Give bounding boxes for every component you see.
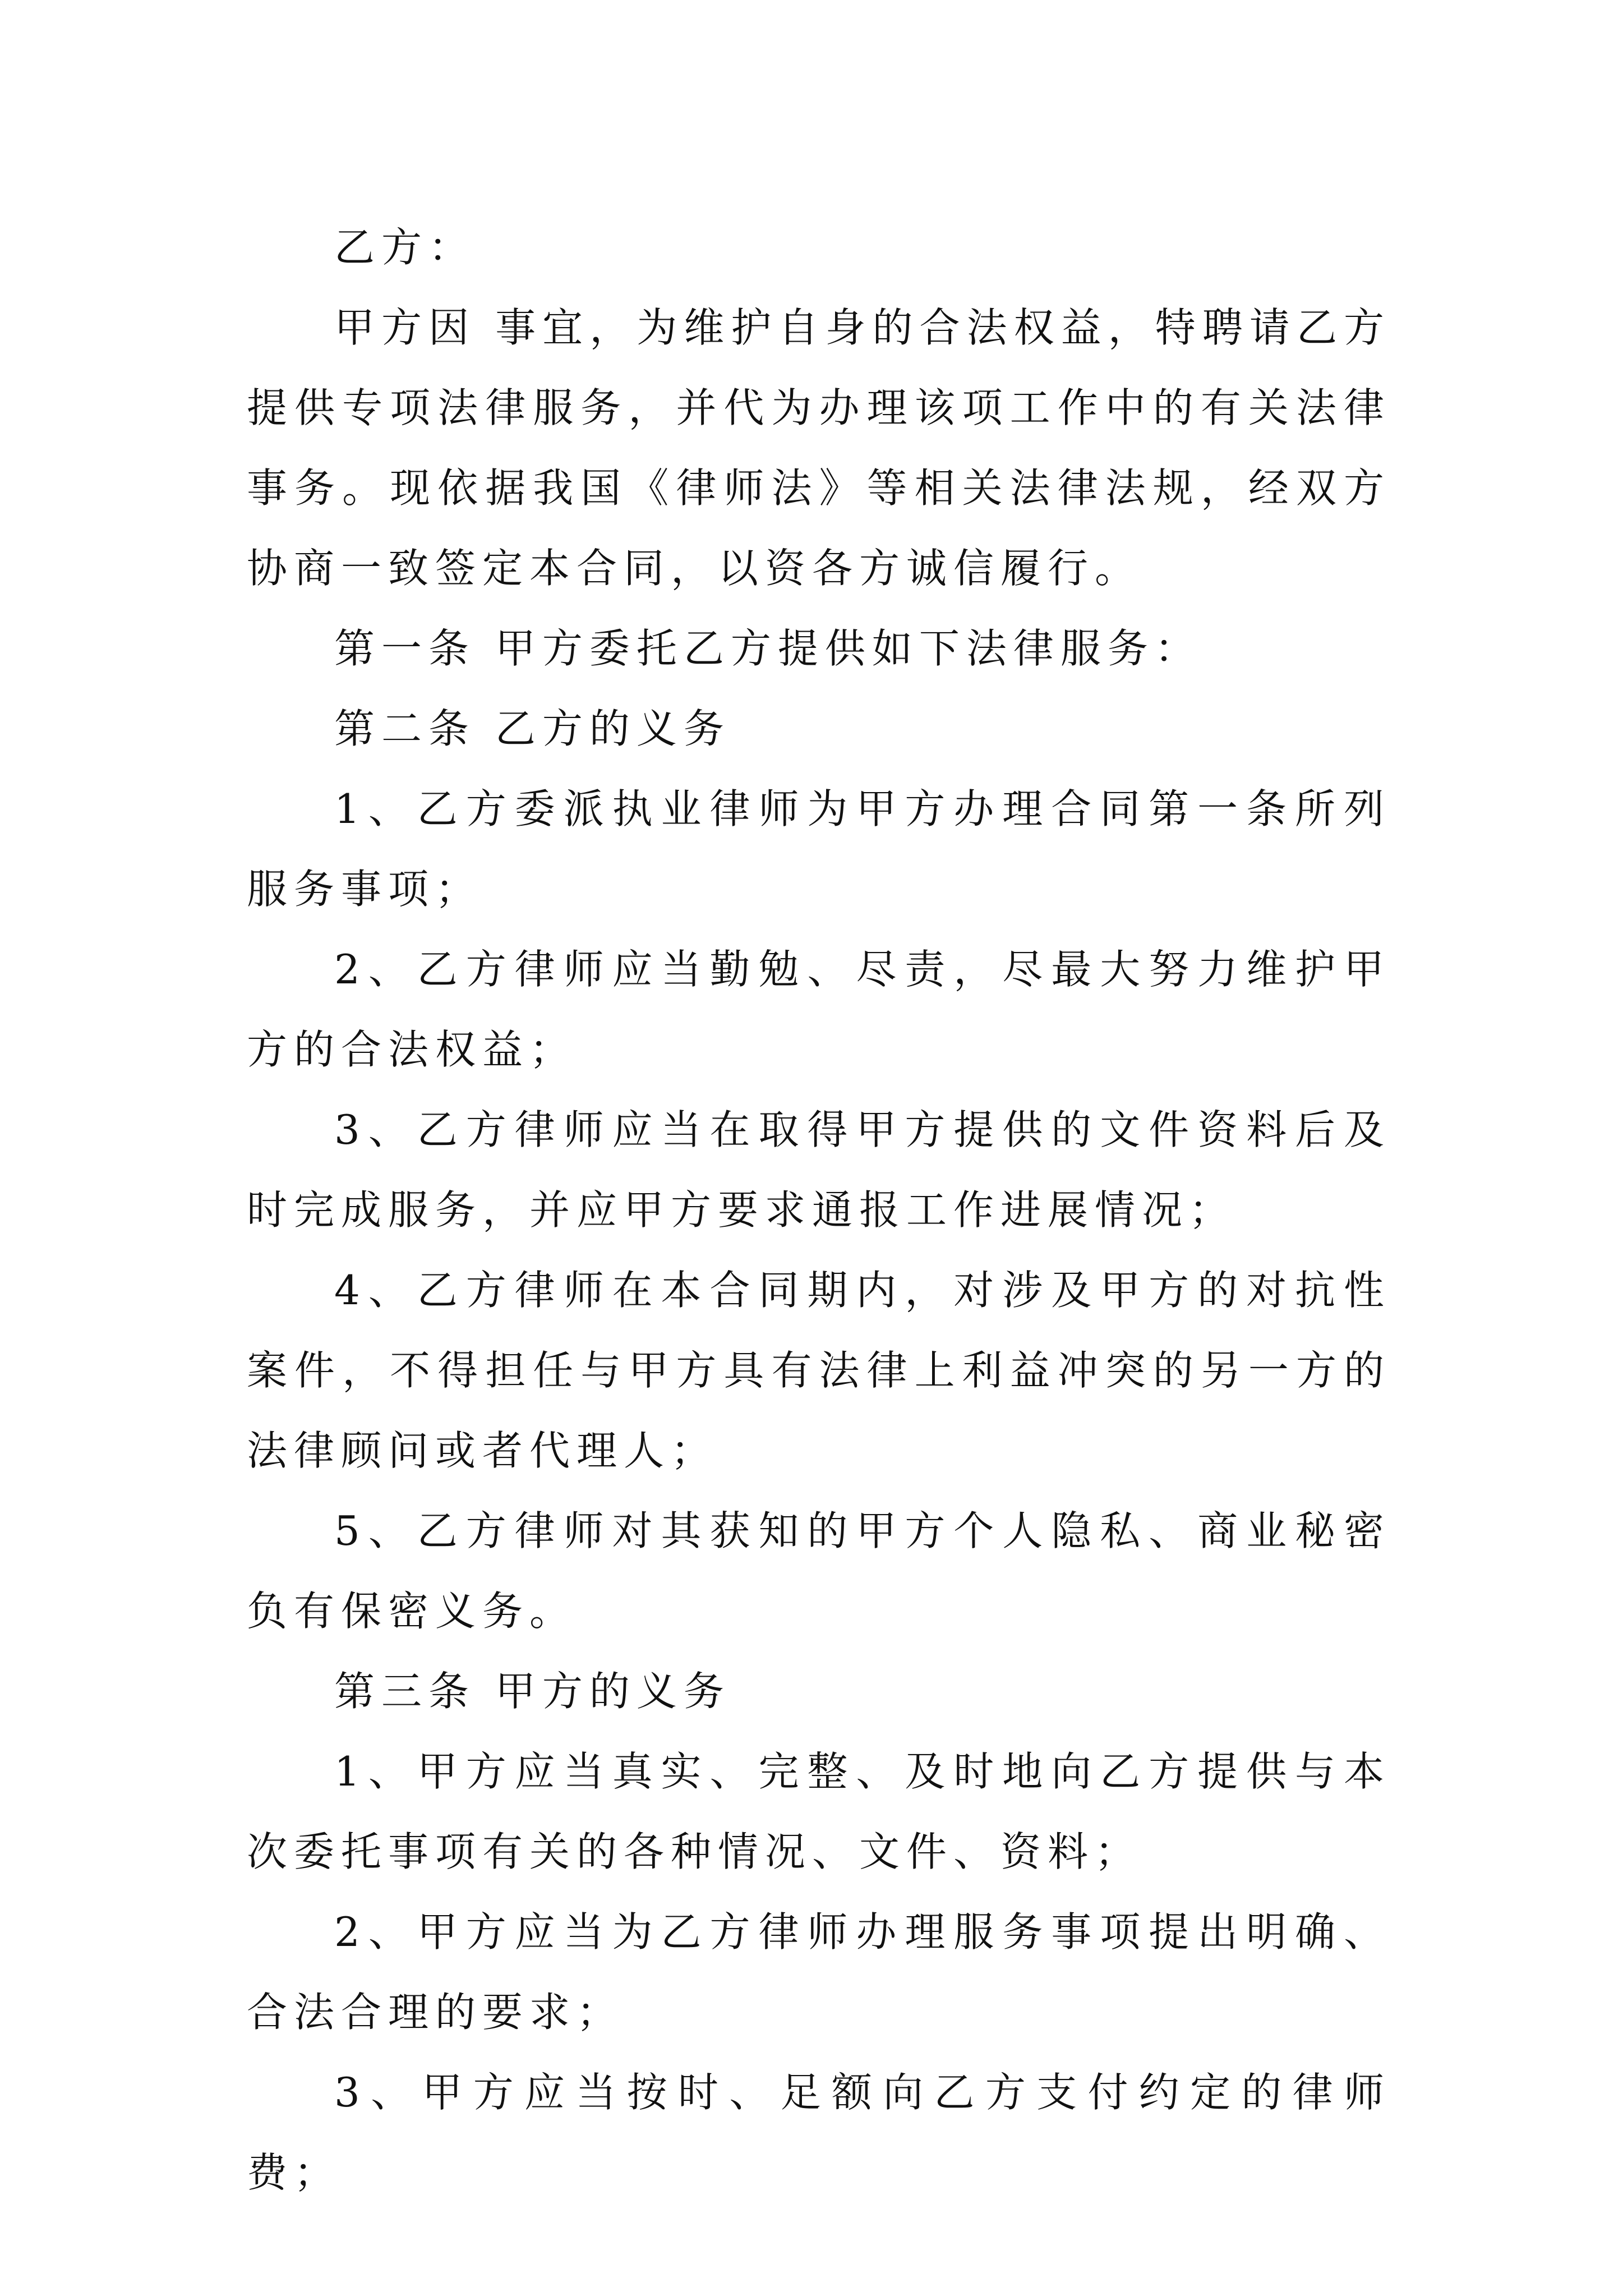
article-1-heading: 第一条 甲方委托乙方提供如下法律服务：	[334, 625, 1202, 672]
article-2-heading: 第二条 乙方的义务	[334, 705, 731, 752]
article-3-heading: 第三条 甲方的义务	[334, 1668, 731, 1715]
article-3-item-3: 3、甲方应当按时、足额向乙方支付约定的律师费；	[247, 2069, 1391, 2196]
document-body	[247, 208, 1391, 2213]
article-3-item-1: 1、甲方应当真实、完整、及时地向乙方提供与本次委托事项有关的各种情况、文件、资料；	[247, 1748, 1391, 1875]
article-2-item-1: 1、乙方委派执业律师为甲方办理合同第一条所列服务事项；	[247, 785, 1391, 913]
article-2-item-3: 3、乙方律师应当在取得甲方提供的文件资料后及时完成服务，并应甲方要求通报工作进展情况；	[247, 1106, 1391, 1234]
article-2-item-2: 2、乙方律师应当勤勉、尽责，尽最大努力维护甲方的合法权益；	[247, 946, 1391, 1073]
article-3-item-2: 2、甲方应当为乙方律师办理服务事项提出明确、合法合理的要求；	[247, 1908, 1391, 2036]
preamble-paragraph: 甲方因 事宜，为维护自身的合法权益，特聘请乙方提供专项法律服务，并代为办理该项工作中的有关法律事务。现依据我国《律师法》等相关法律法规，经双方协商一致签定本合同，以资各方诚信履行。	[247, 304, 1391, 592]
article-2-item-4: 4、乙方律师在本合同期内，对涉及甲方的对抗性案件，不得担任与甲方具有法律上利益冲突的另一方的法律顾问或者代理人；	[247, 1267, 1391, 1474]
article-2-item-5: 5、乙方律师对其获知的甲方个人隐私、商业秘密负有保密义务。	[247, 1507, 1391, 1635]
party-b-label: 乙方：	[334, 224, 476, 271]
